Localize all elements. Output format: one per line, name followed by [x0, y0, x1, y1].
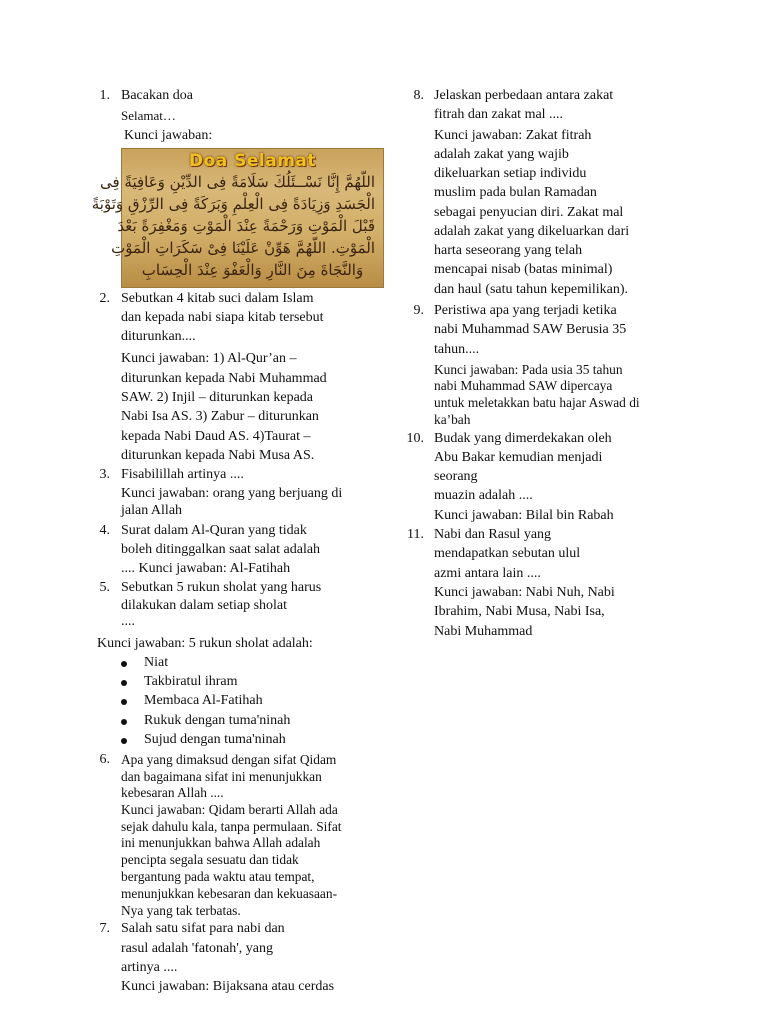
answer-text: sejak dahulu kala, tanpa permulaan. Sifat [121, 819, 342, 834]
answer-text: Kunci jawaban: orang yang berjuang di [121, 486, 343, 501]
answer-text: nabi Muhammad SAW dipercaya [434, 378, 613, 393]
question-number: 8. [413, 88, 424, 103]
answer-text: Nabi Muhammad [434, 624, 533, 639]
bullet-icon [121, 661, 127, 667]
question-text: diturunkan.... [121, 329, 196, 344]
answer-text: Nabi Isa AS. 3) Zabur – diturunkan [121, 409, 319, 424]
answer-text: .... Kunci jawaban: Al-Fatihah [121, 561, 291, 576]
answer-text: Kunci jawaban: Pada usia 35 tahun [434, 362, 623, 377]
question-text: kebesaran Allah .... [121, 785, 224, 800]
question-number: 7. [99, 921, 110, 936]
answer-text: mencapai nisab (batas minimal) [434, 262, 613, 277]
answer-text: menunjukkan kebesaran dan kekuasaan- [121, 886, 338, 901]
doa-selamat-image [91, 148, 384, 288]
question-number: 3. [99, 467, 110, 482]
question-text: Apa yang dimaksud dengan sifat Qidam [121, 752, 337, 767]
list-item: Takbiratul ihram [144, 674, 238, 689]
answer-text: untuk meletakkan batu hajar Aswad di [434, 395, 640, 410]
answer-text: Kunci jawaban: Zakat fitrah [434, 128, 592, 143]
question-text: seorang [434, 469, 478, 484]
question-text: Bacakan doa [121, 88, 193, 103]
question-number: 5. [99, 580, 110, 595]
question-text: .... [121, 614, 135, 629]
question-text: nabi Muhammad SAW Berusia 35 [434, 322, 627, 337]
question-text: tahun.... [434, 342, 480, 357]
question-text: Sebutkan 4 kitab suci dalam Islam [121, 291, 314, 306]
question-text: Surat dalam Al-Quran yang tidak [121, 523, 307, 538]
question-text: Budak yang dimerdekakan oleh [434, 431, 612, 446]
answer-text: Kunci jawaban: Bijaksana atau cerdas [121, 979, 335, 994]
answer-text: ini menunjukkan bahwa Allah adalah [121, 835, 321, 850]
question-text: dan kepada nabi siapa kitab tersebut [121, 310, 324, 325]
answer-label: Kunci jawaban: 5 rukun sholat adalah: [97, 636, 313, 651]
question-text: Jelaskan perbedaan antara zakat [434, 88, 614, 103]
answer-text: dan haul (satu tahun kepemilikan). [434, 282, 628, 297]
question-text: Fisabilillah artinya .... [121, 467, 244, 482]
question-text: Selamat… [121, 108, 176, 123]
question-text: rasul adalah 'fatonah', yang [121, 941, 273, 956]
list-item: Sujud dengan tuma'ninah [144, 732, 286, 747]
answer-text: harta seseorang yang telah [434, 243, 583, 258]
answer-text: muslim pada bulan Ramadan [434, 185, 597, 200]
question-text: Sebutkan 5 rukun sholat yang harus [121, 580, 322, 595]
question-number: 2. [99, 291, 110, 306]
question-text: boleh ditinggalkan saat salat adalah [121, 542, 321, 557]
question-text: artinya .... [121, 960, 178, 975]
arabic-line: الْجَسَدِ وَزِيَادَةً فِى الْعِلْمِ وَبَرَكَةً فِى الرِّزْقِ وَتَوْبَةً [91, 195, 375, 213]
answer-text: adalah zakat yang dikeluarkan dari [434, 224, 630, 239]
arabic-line: وَالنَّجَاةَ مِنَ النَّارِ وَالْعَفْوَ عِنْدَ الْحِسَابِ [141, 261, 364, 279]
arabic-line: اللّهُمَّ إِنَّا نَسْــئَلُكَ سَلَامَةً فِى الدِّيْنِ وَعَافِيَةً فِى [99, 173, 375, 191]
question-text: Peristiwa apa yang terjadi ketika [434, 303, 617, 318]
question-number: 4. [99, 523, 110, 538]
answer-text: diturunkan kepada Nabi Musa AS. [121, 448, 315, 463]
arabic-line: الْمَوْتِ. اللّهُمَّ هَوِّنْ عَلَيْنَا فِىْ سَكَرَاتِ الْمَوْتِ [111, 239, 375, 257]
answer-text: sebagai penyucian diri. Zakat mal [434, 205, 624, 220]
question-number: 6. [99, 752, 110, 767]
question-text: Salah satu sifat para nabi dan [121, 921, 285, 936]
list-item: Rukuk dengan tuma'ninah [144, 713, 291, 728]
answer-text: Ibrahim, Nabi Musa, Nabi Isa, [434, 604, 605, 619]
question-number: 9. [413, 303, 424, 318]
question-number: 1. [99, 88, 110, 103]
question-text: dilakukan dalam setiap sholat [121, 598, 288, 613]
answer-text: SAW. 2) Injil – diturunkan kepada [121, 390, 313, 405]
answer-text: adalah zakat yang wajib [434, 147, 569, 162]
answer-text: bergantung pada waktu atau tempat, [121, 869, 315, 884]
question-text: fitrah dan zakat mal .... [434, 107, 564, 122]
question-text: mendapatkan sebutan ulul [434, 546, 581, 561]
answer-label: Kunci jawaban: [124, 128, 213, 143]
answer-text: Kunci jawaban: Qidam berarti Allah ada [121, 802, 338, 817]
answer-text: ka’bah [434, 412, 471, 427]
list-item: Niat [144, 655, 169, 670]
question-number: 10. [406, 431, 424, 446]
list-item: Membaca Al-Fatihah [144, 693, 263, 708]
answer-text: diturunkan kepada Nabi Muhammad [121, 371, 327, 386]
answer-text: Kunci jawaban: Nabi Nuh, Nabi [434, 585, 615, 600]
question-text: Abu Bakar kemudian menjadi [434, 450, 603, 465]
answer-text: Nya yang tak terbatas. [121, 903, 241, 918]
bullet-icon [121, 680, 127, 686]
question-number: 11. [407, 527, 424, 542]
answer-text: pencipta segala sesuatu dan tidak [121, 852, 299, 867]
answer-text: Kunci jawaban: Bilal bin Rabah [434, 508, 614, 523]
answer-text: jalan Allah [121, 503, 183, 518]
bullet-icon [121, 719, 127, 725]
question-text: dan bagaimana sifat ini menunjukkan [121, 769, 322, 784]
question-text: Nabi dan Rasul yang [434, 527, 552, 542]
bullet-icon [121, 738, 127, 744]
bullet-icon [121, 699, 127, 705]
question-text: azmi antara lain .... [434, 566, 541, 581]
answer-text: kepada Nabi Daud AS. 4)Taurat – [121, 429, 311, 444]
answer-text: Kunci jawaban: 1) Al-Qur’an – [121, 351, 297, 366]
answer-text: dikeluarkan setiap individu [434, 166, 587, 181]
arabic-line: قَبْلَ الْمَوْتِ وَرَحْمَةً عِنْدَ الْمَوْتِ وَمَغْفِرَةً بَعْدَ [117, 217, 375, 235]
doa-image-title: Doa Selamat [188, 151, 317, 171]
question-text: muazin adalah .... [434, 488, 533, 503]
